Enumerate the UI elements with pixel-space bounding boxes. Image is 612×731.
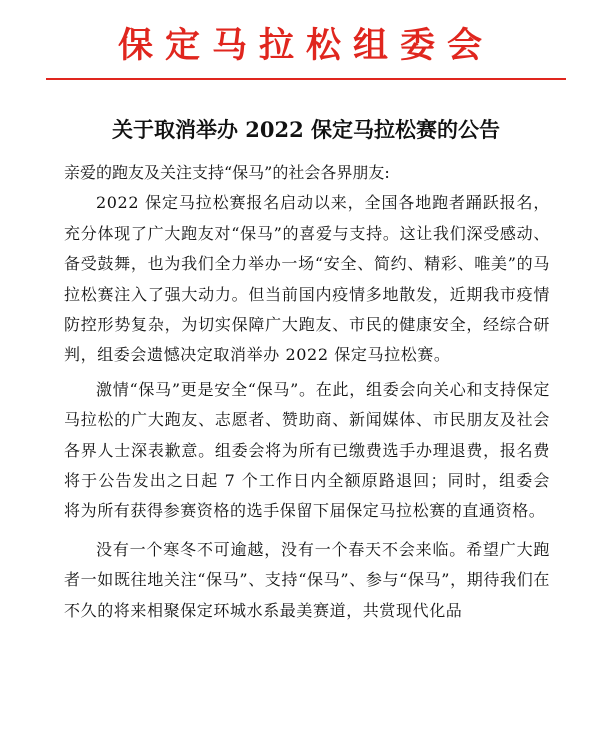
notice-body (64, 158, 550, 626)
organization-header: 保定马拉松组委会 (117, 25, 494, 66)
red-divider-line (46, 78, 566, 80)
salutation: 亲爱的跑友及关注支持“保马”的社会各界朋友: (64, 163, 390, 182)
paragraph-closing: 没有一个寒冬不可逾越，没有一个春天不会来临。希望广大跑者一如既往地关注“保马”、支持“保马”、参与“保马”，期待我们在不久的将来相聚保定环城水系最美赛道，共赏现代化品 (64, 539, 550, 620)
paragraph-apology-refund: 激情“保马”更是安全“保马”。在此，组委会向关心和支持保定马拉松的广大跑友、志愿者、赞助商、新闻媒体、市民朋友及社会各界人士深表歉意。组委会将为所有已缴费选手办理退费，报名费将于公告发出之日起 7 个工作日内全额原路退回；同时，组委会将为所有获得参赛资格的选手保留下届保定马拉松赛的直通资格。 (64, 379, 550, 521)
notice-title: 关于取消举办 2022 保定马拉松赛的公告 (111, 117, 501, 142)
paragraph-registration: 2022 保定马拉松赛报名启动以来，全国各地跑者踊跃报名，充分体现了广大跑友对“保马”的喜爱与支持。这让我们深受感动、备受鼓舞，也为我们全力举办一场“安全、简约、精彩、唯美”的马拉松赛注入了强大动力。但当前国内疫情多地散发，近期我市疫情防控形势复杂，为切实保障广大跑友、市民的健康安全，经综合研判，组委会遗憾决定取消举办 2022 保定马拉松赛。 (64, 193, 550, 365)
